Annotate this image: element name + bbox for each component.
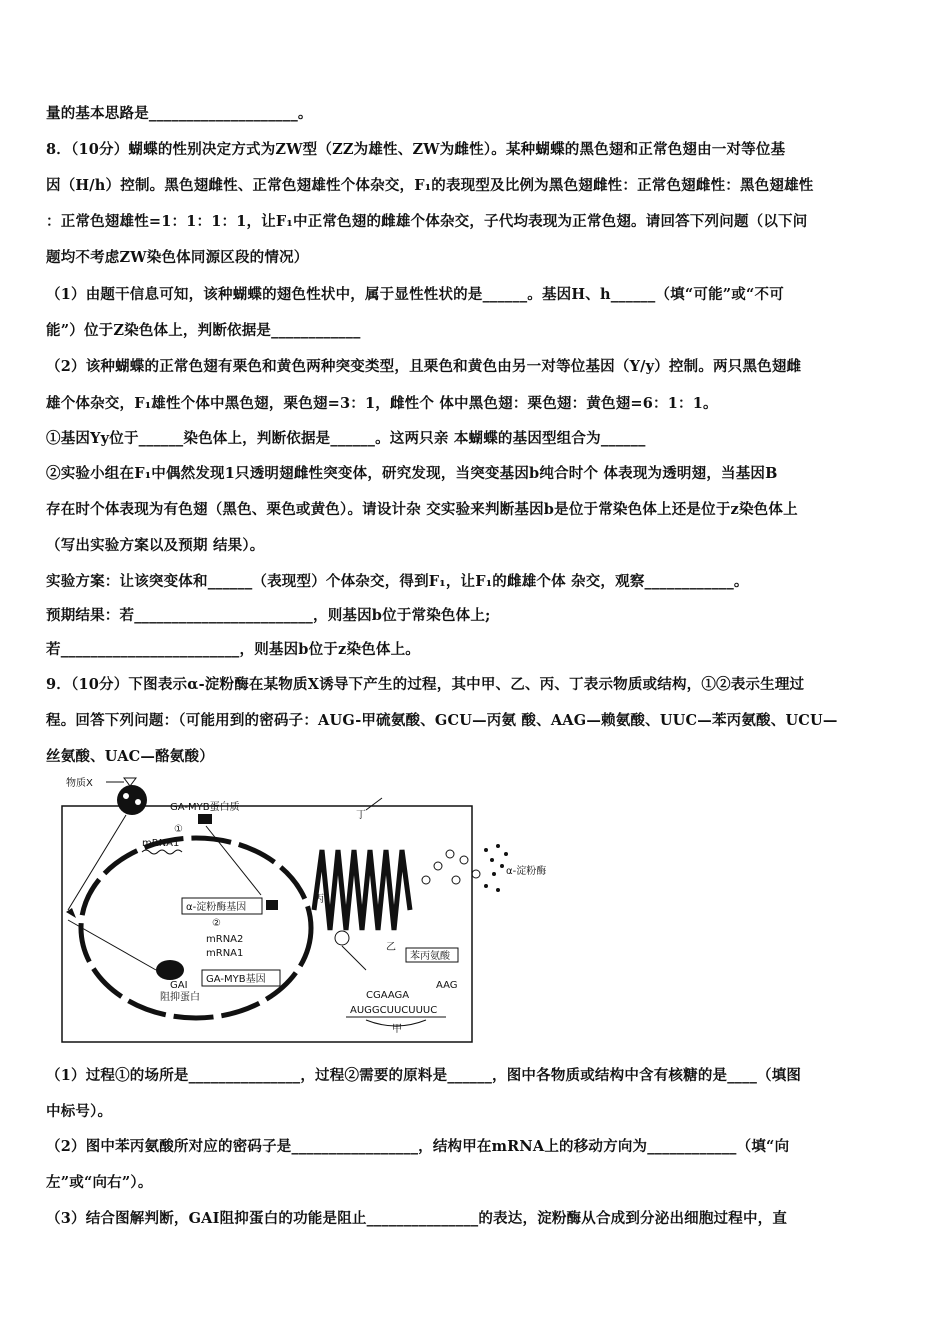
figure-svg	[46, 770, 566, 1045]
label-gai: GAI	[170, 980, 188, 991]
question-8-line-2: 因（H/h）控制。黑色翅雌性、正常色翅雄性个体杂交，F₁的表现型及比例为黑色翅雌性：正常色翅雌性：黑色翅雄性	[46, 177, 814, 194]
label-bing: 丙	[314, 894, 324, 905]
substance-x-triangle	[124, 778, 136, 786]
receptor-dot	[135, 799, 141, 805]
zoom-line	[342, 946, 366, 970]
arrow-protein-to-gene	[206, 826, 261, 895]
question-8-line-4: 题均不考虑ZW染色体同源区段的情况）	[46, 249, 309, 266]
mrna1-wave	[142, 850, 182, 854]
question-9-line-2: 程。回答下列问题：（可能用到的密码子：AUG-甲硫氨酸、GCU—丙氨 酸、AAG—赖氨酸、UUC—苯丙氨酸、UCU—	[46, 712, 838, 729]
ding-pointer	[366, 798, 382, 810]
question-9-part-2-line-2: 左”或“向右”）。	[46, 1174, 153, 1191]
ribosome-circle	[335, 931, 349, 945]
label-anticodons: CGAAGA	[366, 990, 410, 1001]
label-phe: 苯丙氨酸	[410, 951, 450, 962]
question-8-part-2-line-2: 雄个体杂交，F₁雄性个体中黑色翅，栗色翅=3：1，雌性个 体中黑色翅：栗色翅：黄色翅=6：1：1。	[46, 395, 718, 412]
question-8-sub-1: ①基因Yy位于______染色体上，判断依据是______。这两只亲 本蝴蝶的基因型组合为______	[46, 430, 646, 447]
question-9-part-2-line-1: （2）图中苯丙氨酸所对应的密码子是_________________，结构甲在mRNA上的移动方向为____________（填“向	[46, 1138, 790, 1155]
question-8-line-3: ：正常色翅雄性=1：1：1：1，让F₁中正常色翅的雌雄个体杂交，子代均表现为正常色翅。请回答下列问题（以下问	[46, 213, 808, 230]
question-9-part-1-line-1: （1）过程①的场所是_______________，过程②需要的原料是______，图中各物质或结构中含有核糖的是____（填图	[46, 1067, 802, 1084]
amylase-dots	[484, 844, 508, 892]
bound-protein	[266, 900, 278, 910]
label-amylase: α-淀粉酶	[506, 866, 547, 877]
label-step-1: ①	[174, 824, 183, 835]
label-mrna1-top: mRNA1	[142, 838, 180, 849]
label-jia: 甲	[392, 1024, 402, 1035]
expected-result-2: 若________________________，则基因b位于z染色体上。	[46, 641, 420, 658]
nucleus-envelope	[81, 838, 311, 1018]
receptor-shape	[117, 785, 147, 815]
question-9-part-1-line-2: 中标号）。	[46, 1103, 113, 1120]
question-8-sub-2-line-1: ②实验小组在F₁中偶然发现1只透明翅雌性突变体，研究发现，当突变基因b纯合时个 体表现为透明翅，当基因B	[46, 465, 778, 482]
endoplasmic-reticulum	[314, 850, 410, 930]
expected-result-1: 预期结果：若________________________，则基因b位于常染色体上;	[46, 607, 491, 624]
label-step-2: ②	[212, 918, 221, 929]
label-ga-myb-protein: GA-MYB蛋白质	[170, 802, 240, 813]
question-8-sub-2-line-2: 存在时个体表现为有色翅（黑色、栗色或黄色）。请设计杂 交实验来判断基因b是位于常染色体上还是位于z染色体上	[46, 501, 798, 518]
receptor-dot	[123, 793, 129, 799]
question-9-part-3-line-1: （3）结合图解判断，GAI阻抑蛋白的功能是阻止_______________的表达，淀粉酶从合成到分泌出细胞过程中，直	[46, 1210, 788, 1227]
label-yi: 乙	[386, 942, 396, 953]
label-mrna-seq: AUGGCUUCUUUC	[350, 1005, 438, 1016]
alpha-amylase-figure	[46, 770, 566, 1045]
label-amylase-gene: α-淀粉酶基因	[186, 902, 247, 913]
question-8-part-1-line-1: （1）由题干信息可知，该种蝴蝶的翅色性状中，属于显性性状的是______。基因H、h______（填“可能”或“不可	[46, 286, 784, 303]
label-repressor: 阻抑蛋白	[160, 992, 200, 1003]
experiment-plan: 实验方案：让该突变体和______（表现型）个体杂交，得到F₁，让F₁的雌雄个体 杂交，观察____________。	[46, 573, 749, 590]
label-mrna1-bottom: mRNA1	[206, 948, 244, 959]
arrow-head	[66, 908, 76, 918]
ga-myb-protein-shape	[198, 814, 212, 824]
label-ding: 丁	[356, 810, 366, 821]
label-mrna2: mRNA2	[206, 934, 244, 945]
label-aag: AAG	[436, 980, 458, 991]
label-substance-x: 物质X	[66, 778, 93, 789]
label-ga-myb-gene: GA-MYB基因	[206, 974, 266, 985]
question-9-line-1: 9．（10分）下图表示α-淀粉酶在某物质X诱导下产生的过程，其中甲、乙、丙、丁表示物质或结构，①②表示生理过	[46, 676, 805, 693]
question-8-line-1: 8．（10分）蝴蝶的性别决定方式为ZW型（ZZ为雄性、ZW为雌性）。某种蝴蝶的黑色翅和正常色翅由一对等位基	[46, 141, 786, 158]
question-8-part-2-line-1: （2）该种蝴蝶的正常色翅有栗色和黄色两种突变类型，且栗色和黄色由另一对等位基因（Y/y）控制。两只黑色翅雌	[46, 358, 802, 375]
question-8-part-1-line-2: 能”）位于Z染色体上，判断依据是____________	[46, 322, 361, 339]
text-line-0: 量的基本思路是____________________。	[46, 105, 313, 122]
question-8-sub-2-line-3: （写出实验方案以及预期 结果）。	[46, 537, 265, 554]
question-9-line-3: 丝氨酸、UAC—酪氨酸）	[46, 748, 214, 765]
gai-repressor-shape	[156, 960, 184, 980]
